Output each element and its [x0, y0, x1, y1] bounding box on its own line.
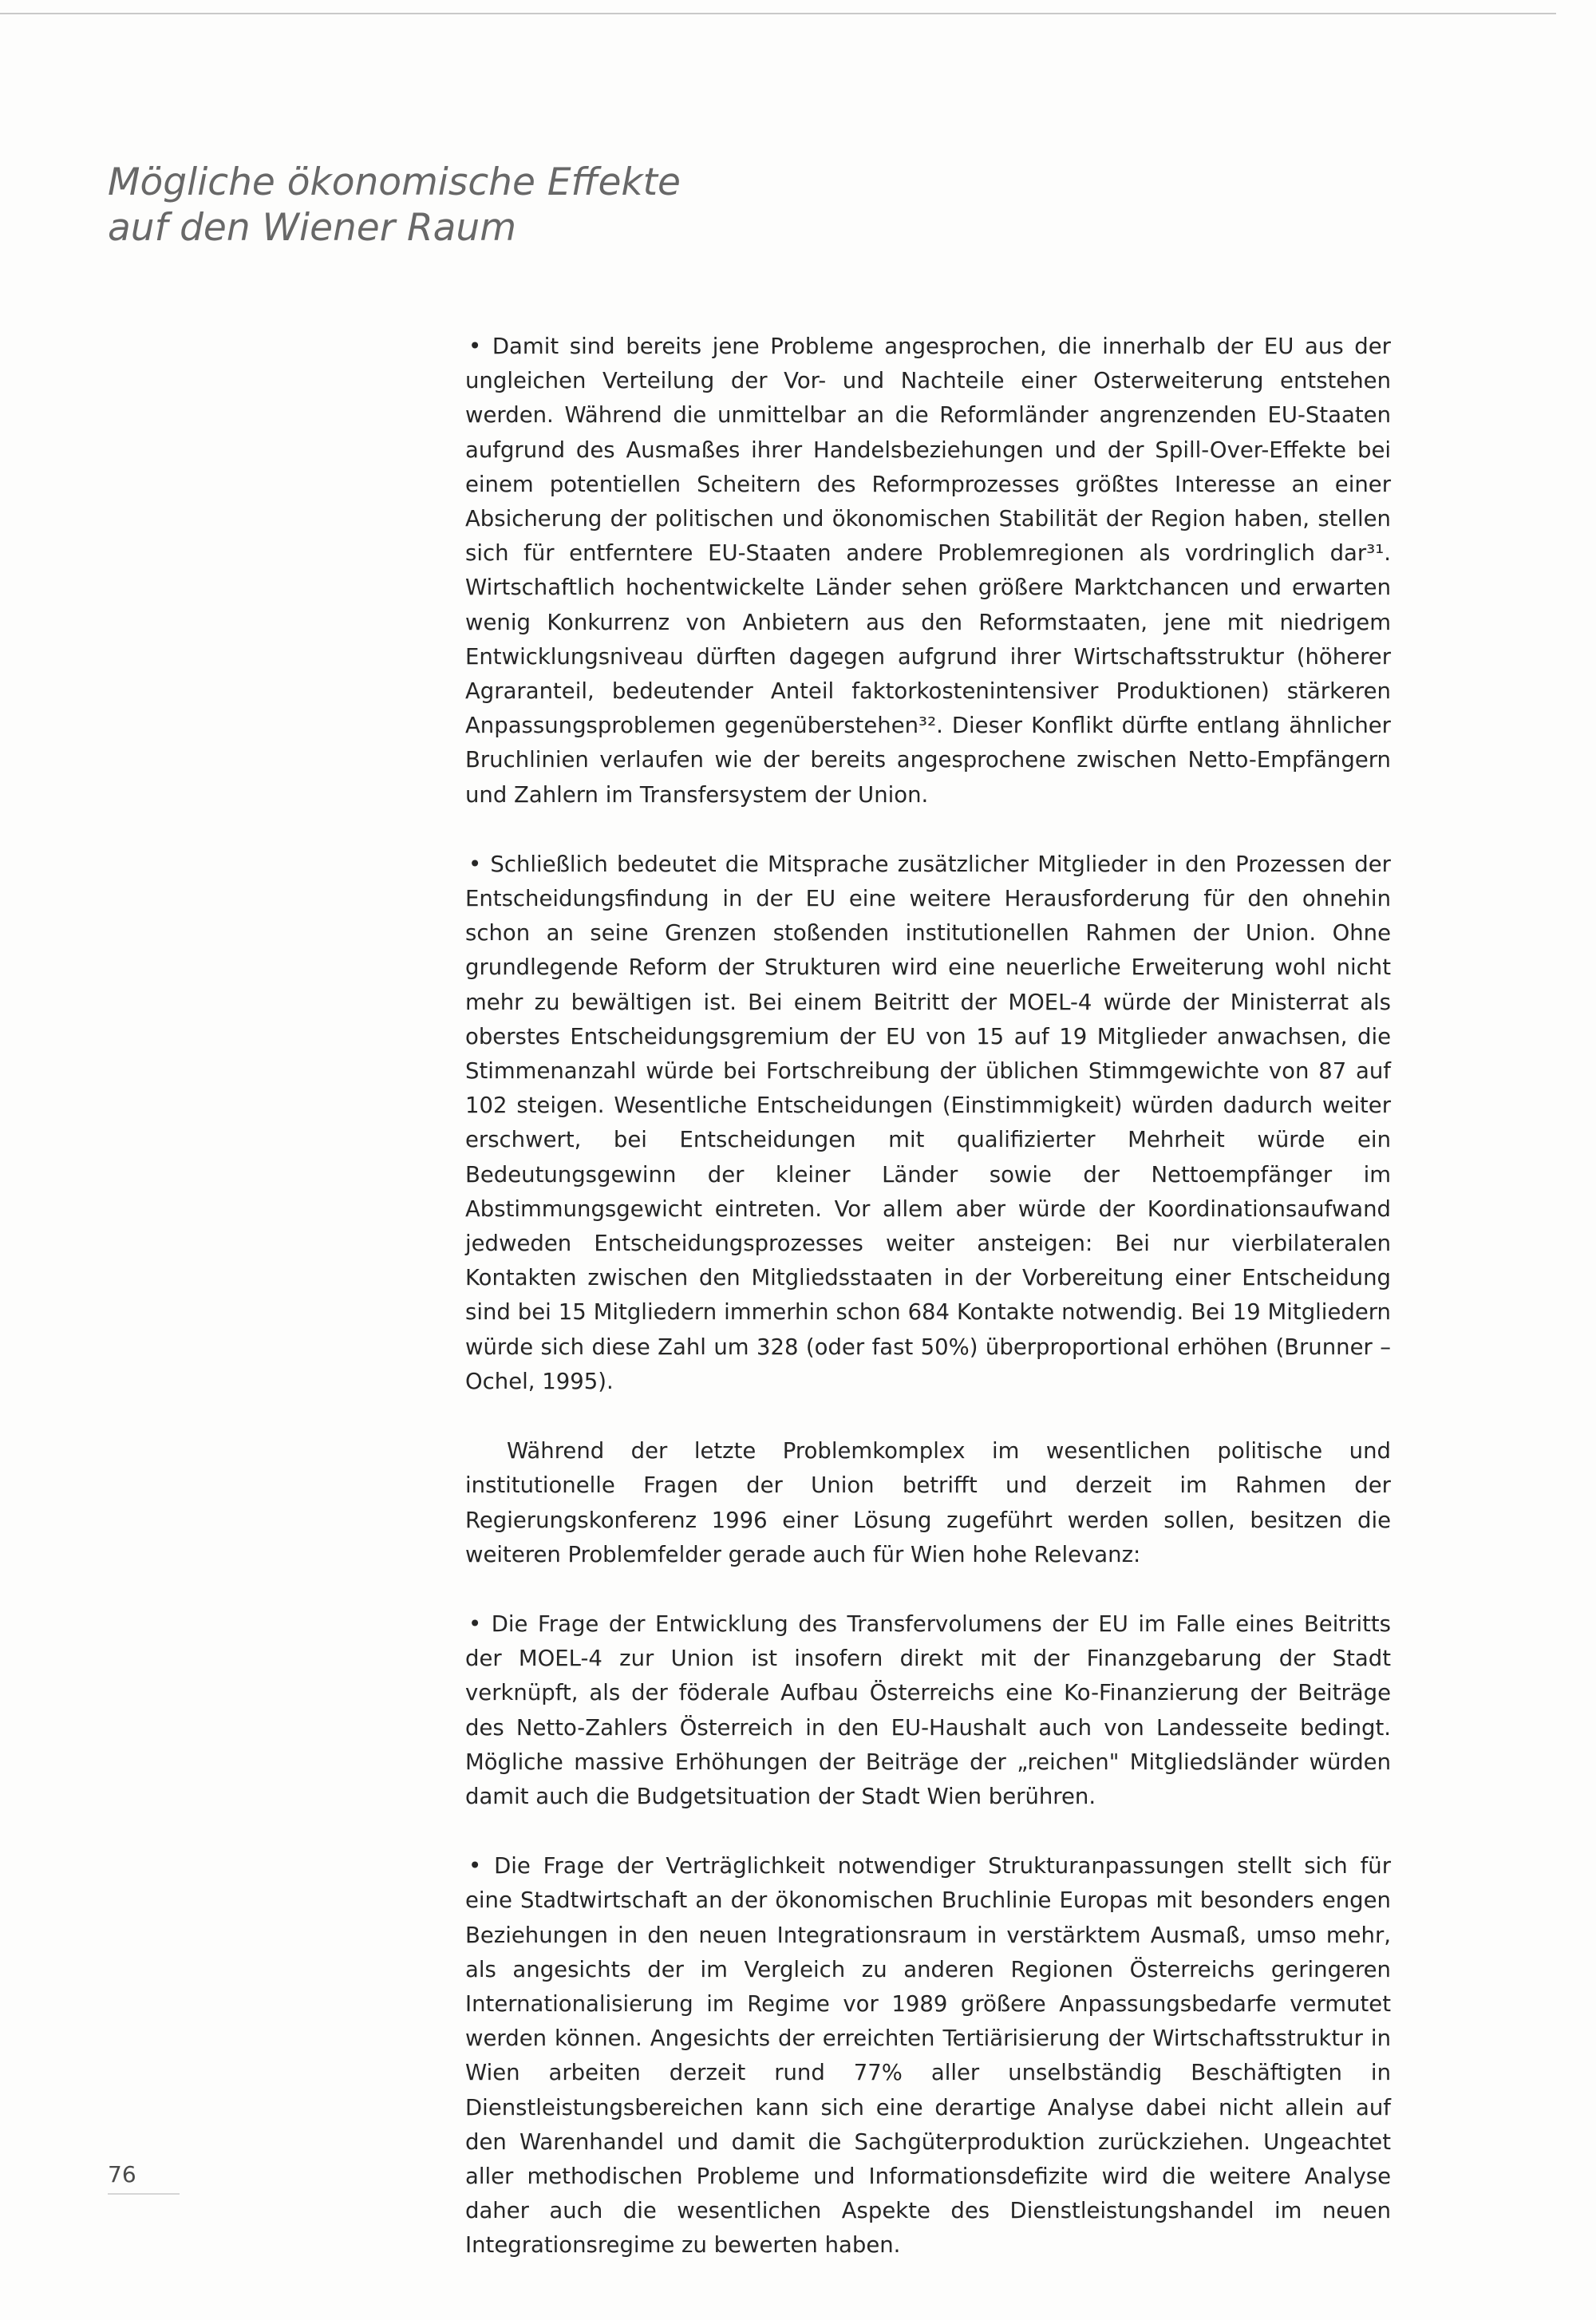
page-heading — [108, 160, 681, 251]
paragraph-relevance-vienna: Während der letzte Problemkomplex im wesentlichen politische und institutionelle Fragen der Union betrifft und derzeit im Rahmen der Regierungskonferenz 1996 einer Lösung zugeführt werden sollen, besitzen die weiteren Problemfelder gerade auch für Wien hohe Relevanz: — [465, 1438, 1391, 1567]
paragraph-structural-adjustment: • Die Frage der Verträglichkeit notwendiger Strukturanpassungen stellt sich für eine Stadtwirtschaft an der ökonomischen Bruchlinie Europas mit besonders engen Beziehungen in den neuen Integrationsraum in verstärktem Ausmaß, umso mehr, als angesichts der im Vergleich zu anderen Regionen Österreichs geringeren Internationalisierung im Regime vor 1989 größere Anpassungsbedarfe vermutet werden können. Angesichts der erreichten Tertiärisierung der Wirtschaftsstruktur in Wien arbeiten derzeit rund 77% aller unselbständig Beschäftigten in Dienstleistungsbereichen kann sich eine derartige Analyse dabei nicht allein auf den Warenhandel und damit die Sachgüterproduktion zurückziehen. Ungeachtet aller methodischen Probleme und Informationsdefizite wird die weitere Analyse daher auch die wesentlichen Aspekte des Dienstleistungshandel im neuen Integrationsregime zu bewerten haben. — [465, 1853, 1391, 2259]
body-text — [465, 330, 1391, 2263]
top-rule — [0, 13, 1556, 14]
heading-line-2: auf den Wiener Raum — [108, 206, 516, 250]
page-number: 76 — [108, 2161, 136, 2188]
paragraph-transfer-volume: • Die Frage der Entwicklung des Transfervolumens der EU im Falle eines Beitritts der MOEL-4 zur Union ist insofern direkt mit der Finanzgebarung der Stadt verknüpft, als der föderale Aufbau Österreichs eine Ko-Finanzierung der Beiträge des Netto-Zahlers Österreich in den EU-Haushalt auch von Landesseite bedingt. Mögliche massive Erhöhungen der Beiträge der „reichen" Mitgliedsländer würden damit auch die Budgetsituation der Stadt Wien berühren. — [465, 1611, 1391, 1809]
paragraph-transfer-conflict: • Damit sind bereits jene Probleme angesprochen, die innerhalb der EU aus der ungleichen Verteilung der Vor- und Nachteile einer Osterweiterung entstehen werden. Während die unmittelbar an die Reformländer angrenzenden EU-Staaten aufgrund des Ausmaßes ihrer Handelsbeziehungen und der Spill-Over-Effekte bei einem potentiellen Scheitern des Reformprozesses größtes Interesse an einer Absicherung der politischen und ökonomischen Stabilität der Region haben, stellen sich für entferntere EU-Staaten andere Problemregionen als vordringlich dar³¹. Wirtschaftlich hochentwickelte Länder sehen größere Marktchancen und erwarten wenig Konkurrenz von Anbietern aus den Reformstaaten, jene mit niedrigem Entwicklungsniveau dürften dagegen aufgrund ihrer Wirtschaftsstruktur (höherer Agraranteil, bedeutender Anteil faktorkostenintensiver Produktionen) stärkeren Anpassungsproblemen gegenüberstehen³². Dieser Konflikt dürfte entlang ähnlicher Bruchlinien verlaufen wie der bereits angesprochene zwischen Netto-Empfängern und Zahlern im Transfersystem der Union. — [465, 334, 1391, 808]
page-number-rule — [108, 2193, 180, 2195]
heading-line-1: Mögliche ökonomische Effekte — [108, 160, 681, 204]
paragraph-decision-making: • Schließlich bedeutet die Mitsprache zusätzlicher Mitglieder in den Prozessen der Entscheidungsfindung in der EU eine weitere Herausforderung für den ohnehin schon an seine Grenzen stoßenden institutionellen Rahmen der Union. Ohne grundlegende Reform der Strukturen wird eine neuerliche Erweiterung wohl nicht mehr zu bewältigen ist. Bei einem Beitritt der MOEL-4 würde der Ministerrat als oberstes Entscheidungsgremium der EU von 15 auf 19 Mitglieder anwachsen, die Stimmenanzahl würde bei Fortschreibung der üblichen Stimmgewichte von 87 auf 102 steigen. Wesentliche Entscheidungen (Einstimmigkeit) würden dadurch weiter erschwert, bei Entscheidungen mit qualifizierter Mehrheit würde ein Bedeutungsgewinn der kleiner Länder sowie der Nettoempfänger im Abstimmungsgewicht eintreten. Vor allem aber würde der Koordinationsaufwand jedweden Entscheidungsprozesses weiter ansteigen: Bei nur vierbilateralen Kontakten zwischen den Mitgliedsstaaten in der Vorbereitung einer Entscheidung sind bei 15 Mitgliedern immerhin schon 684 Kontakte notwendig. Bei 19 Mitgliedern würde sich diese Zahl um 328 (oder fast 50%) überproportional erhöhen (Brunner – Ochel, 1995). — [465, 851, 1391, 1394]
